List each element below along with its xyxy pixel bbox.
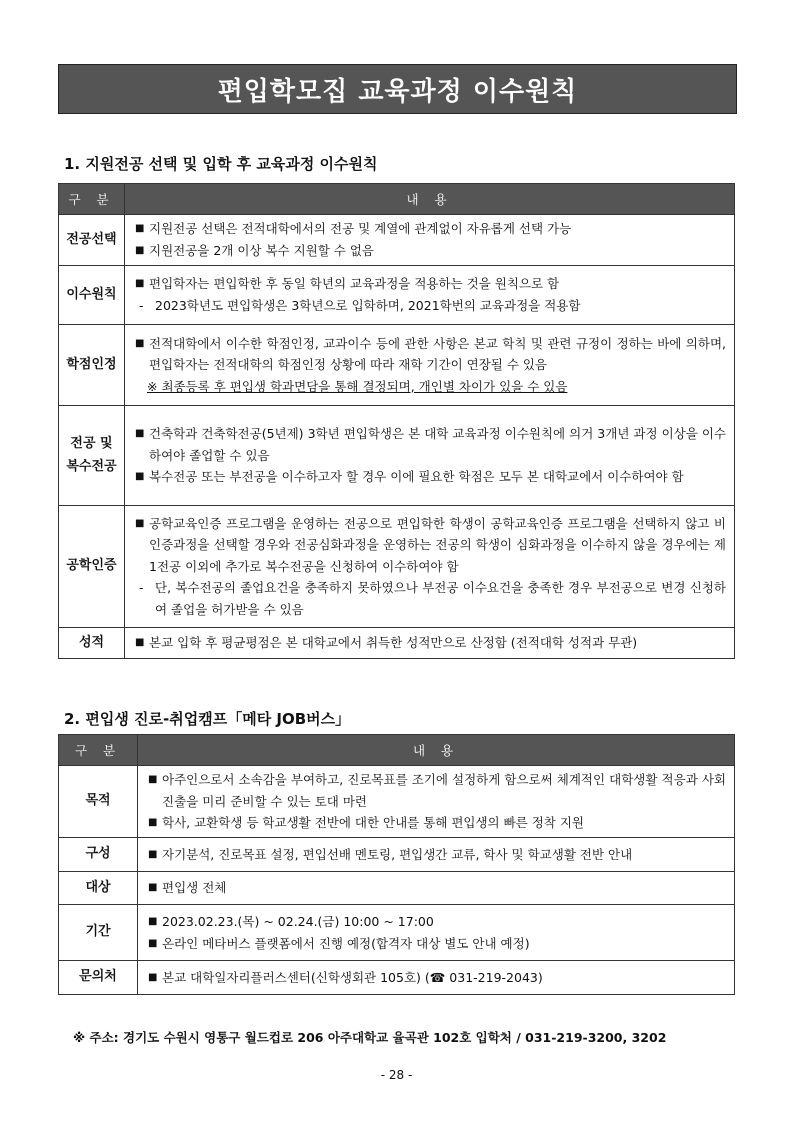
list-item: ■ 건축학과 건축학전공(5년제) 3학년 편입학생은 본 대학 교육과정 이수원칙에 의거 3개년 과정 이상을 이수하여야 졸업할 수 있음 <box>135 423 726 466</box>
row-label: 성적 <box>59 628 125 659</box>
row-content <box>125 506 735 628</box>
column-header-category: 구 분 <box>59 184 125 215</box>
table-row <box>59 766 735 838</box>
square-bullet-icon: ■ <box>135 637 145 648</box>
list-item: ■ 자기분석, 진로목표 설정, 편입선배 멘토링, 편입생간 교류, 학사 및 학교생활 전반 안내 <box>148 844 726 866</box>
row-label: 전공선택 <box>59 215 125 266</box>
row-content <box>138 766 735 838</box>
list-item: ■ 2023.02.23.(목) ~ 02.24.(금) 10:00 ~ 17:00 <box>148 911 726 933</box>
table-row <box>59 215 735 266</box>
square-bullet-icon: ■ <box>148 915 158 927</box>
row-label: 이수원칙 <box>59 266 125 325</box>
section1-heading: 1. 지원전공 선택 및 입학 후 교육과정 이수원칙 <box>64 155 378 173</box>
square-bullet-icon: ■ <box>135 337 145 349</box>
row-content <box>125 406 735 506</box>
table-row <box>59 628 735 659</box>
square-bullet-icon: ■ <box>135 471 145 482</box>
row-label: 전공 및 복수전공 <box>59 406 125 506</box>
list-item: ■ 편입학자는 편입학한 후 동일 학년의 교육과정을 적용하는 것을 원칙으로 함 <box>135 273 726 295</box>
square-bullet-icon: ■ <box>148 937 158 949</box>
row-label: 문의처 <box>59 961 138 995</box>
dash-marker: - <box>139 298 144 314</box>
row-label: 목적 <box>59 766 138 838</box>
square-bullet-icon: ■ <box>148 971 158 983</box>
list-item: ■ 전적대학에서 이수한 학점인정, 교과이수 등에 관한 사항은 본교 학칙 및 관련 규정이 정하는 바에 의하며, 편입학자는 전적대학의 학점인정 상황에 따라 재학 기간이 연장될 수 있음 <box>135 333 726 376</box>
table-row <box>59 325 735 406</box>
section2-heading: 2. 편입생 진로-취업캠프「메타 JOB버스」 <box>64 710 351 728</box>
square-bullet-icon: ■ <box>148 817 158 828</box>
row-content <box>125 266 735 325</box>
row-label: 공학인증 <box>59 506 125 628</box>
address-footer: ※ 주소: 경기도 수원시 영통구 월드컵로 206 아주대학교 율곡관 102호 입학처 / 031-219-3200, 3202 <box>73 1030 667 1045</box>
list-item: ■ 본교 입학 후 평균평점은 본 대학교에서 취득한 성적만으로 산정함 (전적대학 성적과 무관) <box>135 632 726 654</box>
square-bullet-icon: ■ <box>135 517 145 529</box>
column-header-category: 구 분 <box>59 735 138 766</box>
row-label: 기간 <box>59 905 138 961</box>
list-item: - 2023학년도 편입학생은 3학년으로 입학하며, 2021학번의 교육과정을 적용함 <box>135 295 726 317</box>
list-item: ■ 공학교육인증 프로그램을 운영하는 전공으로 편입학한 학생이 공학교육인증 프로그램을 선택하지 않고 비인증과정을 선택할 경우와 전공심화과정을 운영하는 전공의 학생이 심화과정을 이수하지 않을 경우에는 제1전공 이외에 추가로 복수전공을 신청하여 이수하여야 함 <box>135 513 726 578</box>
row-content <box>138 838 735 872</box>
list-item: - 단, 복수전공의 졸업요건을 충족하지 못하였으나 부전공 이수요건을 충족한 경우 부전공으로 변경 신청하여 졸업을 허가받을 수 있음 <box>135 577 726 620</box>
square-bullet-icon: ■ <box>148 848 158 860</box>
camp-table <box>58 734 735 995</box>
list-item: ■ 학사, 교환학생 등 학교생활 전반에 대한 안내를 통해 편입생의 빠른 정착 지원 <box>148 812 726 834</box>
table-row <box>59 838 735 872</box>
square-bullet-icon: ■ <box>148 882 158 893</box>
list-item: ■ 복수전공 또는 부전공을 이수하고자 할 경우 이에 필요한 학점은 모두 본 대학교에서 이수하여야 함 <box>135 466 726 488</box>
row-content <box>138 872 735 905</box>
square-bullet-icon: ■ <box>135 245 145 256</box>
table-row <box>59 266 735 325</box>
square-bullet-icon: ■ <box>135 223 145 234</box>
list-item: ■ 지원전공을 2개 이상 복수 지원할 수 없음 <box>135 240 726 262</box>
list-item: ■ 편입생 전체 <box>148 877 726 899</box>
row-label: 대상 <box>59 872 138 905</box>
row-content <box>138 905 735 961</box>
list-item: ■ 지원전공 선택은 전적대학에서의 전공 및 계열에 관계없이 자유롭게 선택 가능 <box>135 218 726 240</box>
curriculum-table <box>58 183 735 659</box>
column-header-content: 내 용 <box>138 735 735 766</box>
table-row <box>59 406 735 506</box>
row-content <box>125 628 735 659</box>
page-title: 편입학모집 교육과정 이수원칙 <box>58 64 737 114</box>
row-label: 학점인정 <box>59 325 125 406</box>
row-content <box>125 325 735 406</box>
square-bullet-icon: ■ <box>148 774 158 785</box>
column-header-content: 내 용 <box>125 184 735 215</box>
note-text: ※ 최종등록 후 편입생 학과면담을 통해 결정되며, 개인별 차이가 있을 수 있음 <box>147 378 568 394</box>
list-item: ■ 온라인 메타버스 플랫폼에서 진행 예정(합격자 대상 별도 안내 예정) <box>148 933 726 955</box>
table-row <box>59 961 735 995</box>
square-bullet-icon: ■ <box>135 278 145 290</box>
list-item: ■ 아주인으로서 소속감을 부여하고, 진로목표를 조기에 설정하게 함으로써 체계적인 대학생활 적응과 사회진출을 미리 준비할 수 있는 토대 마련 <box>148 769 726 812</box>
row-label: 구성 <box>59 838 138 872</box>
table-row <box>59 872 735 905</box>
list-item: ■ 본교 대학일자리플러스센터(신학생회관 105호) (☎ 031-219-2043) <box>148 967 726 989</box>
table-row <box>59 905 735 961</box>
square-bullet-icon: ■ <box>135 428 145 439</box>
page-number: - 28 - <box>380 1068 413 1082</box>
row-content <box>125 215 735 266</box>
table-row <box>59 506 735 628</box>
dash-marker: - <box>139 580 144 596</box>
row-content <box>138 961 735 995</box>
